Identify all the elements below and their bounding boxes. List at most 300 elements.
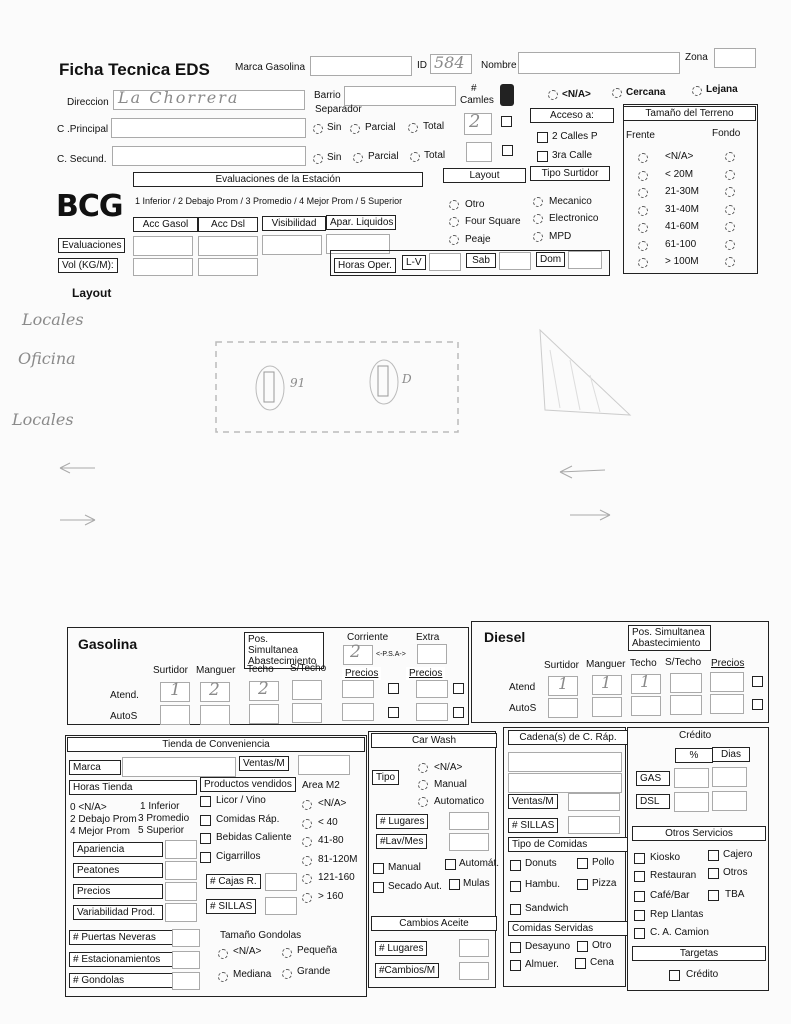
dos-calles-label: 2 Calles P [552, 131, 598, 142]
total-label-1: Total [423, 121, 445, 132]
na-radio[interactable] [548, 90, 558, 100]
otro-comida-check[interactable] [577, 941, 588, 952]
otro-label: Otro [465, 199, 485, 210]
cercana-radio[interactable] [612, 88, 622, 98]
cambios-mes-label: #Cambios/M [375, 963, 439, 978]
terreno-option-label: 31-40M [665, 203, 699, 215]
barrio-field[interactable] [344, 86, 456, 106]
lv-field[interactable] [429, 253, 461, 271]
gas-check-2[interactable] [453, 683, 464, 694]
gas-autos-label: AutoS [110, 711, 138, 722]
gondola-pequena-label: Pequeña [297, 945, 338, 956]
terreno-fondo-radio[interactable] [725, 222, 735, 232]
tienda-eval-field[interactable] [165, 903, 197, 922]
hand-note-locales-1: Locales [22, 310, 84, 329]
gondola-grande-radio[interactable] [282, 969, 292, 979]
terreno-fondo-radio[interactable] [725, 240, 735, 250]
marca-tienda-label: Marca [69, 760, 121, 775]
dias-label: Dias [712, 747, 750, 762]
producto-label: Cigarrillos [216, 850, 261, 862]
terreno-fondo-radio[interactable] [725, 187, 735, 197]
cw-automat-label: Automát. [459, 858, 500, 869]
gondola-grande-label: Grande [297, 966, 331, 977]
area-option-label: <N/A> [318, 798, 347, 809]
terreno-option-label: 41-60M [665, 221, 699, 232]
csecund-field[interactable] [112, 146, 306, 166]
csecund-label: C. Secund. [57, 154, 107, 165]
cambios-title: Cambios Aceite [371, 916, 497, 931]
terreno-frente-radio[interactable] [638, 206, 648, 216]
gas-check-1[interactable] [388, 683, 399, 694]
terreno-fondo-radio[interactable] [725, 170, 735, 180]
carwash-title: Car Wash [371, 733, 497, 748]
producto-check[interactable] [200, 852, 211, 863]
dsl-col-precios: Precios [711, 658, 745, 669]
tienda-eval-field[interactable] [165, 882, 197, 901]
tercera-calle-label: 3ra Calle [552, 150, 593, 161]
dsl-autos-techo[interactable] [631, 696, 661, 716]
cw-manual-radio[interactable] [418, 780, 428, 790]
producto-check[interactable] [200, 833, 211, 844]
gasolina-pos-simult: Pos. Simultanea Abastecimiento [244, 632, 324, 669]
otro-radio[interactable] [449, 200, 459, 210]
cw-lugares-label: # Lugares [376, 814, 428, 829]
credito-card-label: Crédito [686, 969, 719, 980]
electronico-label: Electronico [549, 213, 599, 224]
sandwich-check[interactable] [510, 904, 521, 915]
targetas-title: Targetas [632, 946, 766, 961]
terreno-fondo-radio[interactable] [725, 152, 735, 162]
dsl-atend-label: Atend [509, 682, 536, 693]
tienda-sillas-field[interactable] [265, 897, 297, 915]
area-radio[interactable] [302, 819, 312, 829]
scale-0: 0 <N/A> [70, 802, 107, 813]
layout-sketch [0, 290, 791, 540]
extra-field[interactable] [417, 644, 447, 664]
tienda-title: Tienda de Conveniencia [67, 737, 365, 752]
dsl-autos-manguer[interactable] [592, 697, 622, 717]
vol-acc-gasol[interactable] [133, 258, 193, 276]
id-value: 584 [434, 53, 465, 72]
gondola-na-label: <N/A> [233, 946, 262, 957]
gas-precio-1[interactable] [342, 680, 374, 698]
eval-visibilidad[interactable] [262, 235, 322, 255]
pollo-label: Pollo [592, 857, 615, 868]
gondola-mediana-radio[interactable] [218, 972, 228, 982]
ca-camion-label: C. A. Camion [650, 927, 709, 938]
parcial-radio-1[interactable] [350, 124, 360, 134]
pct-label: % [675, 748, 713, 763]
gas-autos-check-2[interactable] [453, 707, 464, 718]
terreno-frente-radio[interactable] [638, 241, 648, 251]
ca-camion-check[interactable] [634, 928, 645, 939]
camles-value: 2 [469, 111, 481, 132]
cadena-name-field-1[interactable] [508, 752, 622, 772]
terreno-frente-radio[interactable] [638, 153, 648, 163]
terreno-title: Tamaño del Terreno [623, 106, 756, 121]
gas-autos-surtidor[interactable] [160, 705, 190, 725]
carwash-tipo-label: Tipo [372, 770, 399, 785]
gas-credito-label: GAS [636, 771, 670, 786]
terreno-option-label: 61-100 [665, 238, 697, 250]
hand-note-d: D [402, 372, 412, 386]
area-radio[interactable] [302, 874, 312, 884]
scale-3: 3 Promedio [138, 813, 190, 824]
gas-col-techo: Techo [247, 664, 274, 675]
otros-check[interactable] [708, 868, 719, 879]
cambios-mes-field[interactable] [459, 962, 489, 980]
horas-label: Horas Oper. [334, 258, 396, 273]
nombre-field[interactable] [518, 52, 680, 74]
sin-radio-2[interactable] [313, 154, 323, 164]
scale-5: 5 Superior [138, 825, 185, 836]
terreno-fondo-radio[interactable] [725, 205, 735, 215]
productos-label: Productos vendidos [200, 777, 296, 792]
gas-autos-manguer[interactable] [200, 705, 230, 725]
almuer-check[interactable] [510, 960, 521, 971]
electronico-radio[interactable] [533, 214, 543, 224]
cajero-check[interactable] [708, 850, 719, 861]
gas-precio-2[interactable] [416, 680, 448, 698]
pizza-label: Pizza [592, 878, 617, 889]
pizza-check[interactable] [577, 879, 588, 890]
parcial-radio-2[interactable] [353, 153, 363, 163]
gas-autos-stecho[interactable] [292, 703, 322, 723]
gas-dias-field[interactable] [712, 767, 747, 787]
peaje-label: Peaje [465, 234, 491, 245]
parcial-label-1: Parcial [365, 122, 396, 133]
col-acc-gasol: Acc Gasol [133, 217, 198, 232]
cw-mulas-check[interactable] [449, 879, 460, 890]
gas-autos-precio-2[interactable] [416, 703, 448, 721]
hand-note-91: 91 [290, 376, 306, 390]
gas-atend-surtidor-value: 1 [170, 680, 181, 700]
peaje-radio[interactable] [449, 235, 459, 245]
cadena-sillas-label: # SILLAS [508, 818, 558, 833]
cprincipal-field[interactable] [111, 118, 306, 138]
dos-calles-check[interactable] [537, 132, 548, 143]
producto-check[interactable] [200, 796, 211, 807]
evaluaciones-scale: 1 Inferior / 2 Debajo Prom / 3 Promedio / 4 Mejor Prom / 5 Superior [135, 196, 403, 206]
mpd-radio[interactable] [533, 232, 543, 242]
eval-acc-gasol[interactable] [133, 236, 193, 256]
terreno-option-label: 21-30M [665, 186, 699, 197]
vol-acc-dsl[interactable] [198, 258, 258, 276]
cadena-sillas-field[interactable] [568, 816, 620, 834]
gas-precios-1: Precios [342, 667, 381, 680]
dsl-autos-surtidor[interactable] [548, 698, 578, 718]
otros-servicios-title: Otros Servicios [632, 826, 766, 841]
tba-label: TBA [725, 889, 745, 900]
bcg-logo: BCG [56, 189, 123, 224]
tienda-eval-field[interactable] [165, 861, 197, 880]
cw-na-radio[interactable] [418, 763, 428, 773]
layout-heading: Layout [72, 286, 112, 300]
tienda-eval-label: Apariencia [73, 842, 163, 857]
cajas-label: # Cajas R. [206, 874, 261, 889]
credito-card-check[interactable] [669, 970, 680, 981]
camles-label: Camles [460, 95, 494, 106]
pollo-check[interactable] [577, 858, 588, 869]
cw-manual-label: Manual [434, 779, 467, 790]
zona-field[interactable] [714, 48, 756, 68]
puertas-label: # Puertas Neveras [69, 930, 173, 945]
evaluaciones-title: Evaluaciones de la Estación [133, 172, 423, 187]
four-square-label: Four Square [465, 216, 521, 227]
sin-radio-1[interactable] [313, 124, 323, 134]
lv-label: L-V [402, 255, 426, 270]
sab-field[interactable] [499, 252, 531, 270]
tercera-calle-check[interactable] [537, 151, 548, 162]
desayuno-label: Desayuno [525, 941, 571, 952]
dsl-atend-manguer-value: 1 [601, 673, 612, 692]
cadena-ventas-field[interactable] [568, 793, 620, 811]
gas-col-manguer: Manguer [196, 665, 236, 676]
estac-field[interactable] [172, 951, 200, 969]
tipo-surtidor-label: Tipo Surtidor [530, 166, 610, 181]
total-radio-2[interactable] [410, 152, 420, 162]
dom-field[interactable] [568, 251, 602, 269]
gas-precios-2: Precios [406, 667, 445, 680]
dsl-atend-surtidor-value: 1 [558, 674, 569, 693]
cercana-label: Cercana [626, 87, 666, 98]
row-vol: Vol (KG/M): [58, 258, 118, 273]
cw-secado-label: Secado Aut. [388, 881, 442, 892]
dsl-col-manguer: Manguer [586, 659, 626, 670]
desayuno-check[interactable] [510, 942, 521, 953]
diesel-title: Diesel [484, 629, 526, 645]
gas-atend-stecho[interactable] [292, 680, 322, 700]
dsl-credito-label: DSL [636, 794, 670, 809]
cw-na-label: <N/A> [434, 762, 463, 773]
tba-check[interactable] [708, 890, 719, 901]
cw-manual-check-label: Manual [388, 862, 421, 873]
cadena-name-field-2[interactable] [508, 773, 622, 793]
direccion-label: Direccion [67, 97, 109, 108]
dsl-col-stecho: S/Techo [665, 657, 702, 668]
dsl-atend-check[interactable] [752, 676, 763, 687]
gas-autos-precio-1[interactable] [342, 703, 374, 721]
dsl-atend-techo-value: 1 [640, 672, 651, 691]
tienda-sillas-label: # SILLAS [206, 899, 256, 914]
cw-manual-check[interactable] [373, 863, 384, 874]
cadena-ventas-label: Ventas/M [508, 794, 558, 809]
cajas-field[interactable] [265, 873, 297, 891]
area-option-label: 81-120M [318, 853, 358, 865]
camles-check-2[interactable] [502, 145, 513, 156]
gondolas-label: # Gondolas [69, 973, 173, 988]
gondolas-field[interactable] [172, 972, 200, 990]
otro-comida-label: Otro [592, 940, 612, 951]
terreno-fondo-radio[interactable] [725, 257, 735, 267]
cw-auto-label: Automatico [434, 796, 485, 807]
eval-acc-dsl[interactable] [198, 236, 258, 256]
area-radio[interactable] [302, 800, 312, 810]
sin-label-2: Sin [327, 152, 342, 163]
mecanico-label: Mecanico [549, 196, 592, 207]
traffic-light-icon [500, 84, 514, 106]
producto-check[interactable] [200, 815, 211, 826]
total-label-2: Total [424, 150, 446, 161]
cw-lavmes-label: #Lav/Mes [376, 834, 427, 849]
col-visibilidad: Visibilidad [262, 216, 326, 231]
marca-tienda-field[interactable] [122, 757, 236, 777]
terreno-frente-radio[interactable] [638, 223, 648, 233]
donuts-check[interactable] [510, 860, 521, 871]
gas-autos-check-1[interactable] [388, 707, 399, 718]
dsl-dias-field[interactable] [712, 791, 747, 811]
four-square-radio[interactable] [449, 217, 459, 227]
gondola-mediana-label: Mediana [233, 969, 272, 980]
area-radio[interactable] [302, 837, 312, 847]
kiosko-check[interactable] [634, 853, 645, 864]
cambios-lugares-field[interactable] [459, 939, 489, 957]
marca-label: Marca Gasolina [235, 62, 306, 73]
camles-field-2[interactable] [466, 142, 492, 162]
gas-atend-label: Atend. [110, 690, 139, 701]
camles-check[interactable] [501, 116, 512, 127]
donuts-label: Donuts [525, 858, 557, 869]
cw-lugares-field[interactable] [449, 812, 489, 830]
hambu-label: Hambu. [525, 879, 561, 890]
parcial-label-2: Parcial [368, 151, 399, 162]
cw-auto-radio[interactable] [418, 797, 428, 807]
cafe-bar-label: Café/Bar [650, 890, 690, 901]
nombre-label: Nombre [481, 60, 517, 71]
cajero-label: Cajero [723, 849, 753, 860]
gondola-na-radio[interactable] [218, 949, 228, 959]
lejana-radio[interactable] [692, 86, 702, 96]
gas-col-surtidor: Surtidor [153, 665, 189, 676]
scale-4: 4 Mejor Prom [70, 826, 131, 837]
sandwich-label: Sandwich [525, 903, 569, 914]
rep-llantas-check[interactable] [634, 910, 645, 921]
restauran-label: Restauran [650, 870, 697, 881]
scale-2: 2 Debajo Prom [70, 814, 137, 825]
cw-lavmes-field[interactable] [449, 833, 489, 851]
direccion-value: La Chorrera [118, 88, 240, 107]
hand-note-oficina: Oficina [18, 349, 76, 368]
dsl-col-techo: Techo [630, 658, 657, 669]
area-option-label: > 160 [318, 890, 344, 902]
lejana-label: Lejana [706, 84, 738, 95]
tienda-eval-label: Precios [73, 884, 163, 899]
terreno-frente-radio[interactable] [638, 171, 648, 181]
gas-pct-field[interactable] [674, 768, 709, 788]
scale-1: 1 Inferior [140, 801, 180, 812]
cprincipal-label: C .Principal [57, 124, 109, 135]
gas-autos-techo[interactable] [249, 704, 279, 724]
comidas-servidas-label: Comidas Servidas [508, 921, 628, 936]
cw-automat-check[interactable] [445, 859, 456, 870]
col-apar-liquidos: Apar. Liquidos [326, 215, 396, 230]
cena-check[interactable] [575, 958, 586, 969]
diesel-pos-simult: Pos. Simultanea Abastecimiento [628, 625, 711, 651]
na-label: <N/A> [562, 89, 591, 100]
terreno-option-label: > 100M [665, 256, 699, 267]
area-radio[interactable] [302, 856, 312, 866]
sin-label-1: Sin [327, 122, 342, 133]
col-acc-dsl: Acc Dsl [198, 217, 258, 232]
zona-label: Zona [685, 52, 708, 63]
puertas-field[interactable] [172, 929, 200, 947]
dsl-col-surtidor: Surtidor [544, 660, 580, 671]
hambu-check[interactable] [510, 881, 521, 892]
total-radio-1[interactable] [408, 123, 418, 133]
rep-llantas-label: Rep Llantas [650, 909, 704, 920]
cena-label: Cena [590, 957, 614, 968]
cw-secado-check[interactable] [373, 882, 384, 893]
sab-label: Sab [466, 253, 496, 268]
corriente-label: Corriente [347, 632, 389, 643]
credito-title: Crédito [679, 730, 712, 741]
tienda-eval-label: Peatones [73, 863, 163, 878]
gas-atend-techo-value: 2 [258, 679, 269, 699]
kiosko-label: Kiosko [650, 852, 681, 863]
psa-value: 2 [350, 642, 361, 662]
marca-field[interactable] [310, 56, 412, 76]
almuer-label: Almuer. [525, 959, 559, 970]
gondola-pequena-radio[interactable] [282, 948, 292, 958]
layout-label: Layout [443, 168, 526, 183]
dsl-pct-field[interactable] [674, 792, 709, 812]
cafe-bar-check[interactable] [634, 891, 645, 902]
terreno-option-label: <N/A> [665, 151, 694, 162]
frente-label: Frente [626, 130, 655, 141]
estac-label: # Estacionamientos [69, 952, 173, 967]
row-evaluaciones: Evaluaciones [58, 238, 125, 253]
tam-gondolas-label: Tamaño Gondolas [220, 930, 302, 941]
area-option-label: < 40 [318, 816, 338, 828]
gasolina-title: Gasolina [78, 636, 138, 652]
dsl-autos-label: AutoS [509, 703, 537, 714]
restauran-check[interactable] [634, 871, 645, 882]
fondo-label: Fondo [712, 128, 741, 139]
hand-note-locales-2: Locales [12, 410, 74, 429]
tienda-ventas-field[interactable] [298, 755, 350, 775]
area-option-label: 121-160 [318, 872, 355, 883]
dsl-atend-precio[interactable] [710, 672, 744, 692]
area-radio[interactable] [302, 893, 312, 903]
otros-label: Otros [723, 867, 748, 878]
area-option-label: 41-80 [318, 835, 344, 846]
terreno-frente-radio[interactable] [638, 188, 648, 198]
producto-label: Comidas Ráp. [216, 813, 280, 825]
psa-label: <-P.S.A-> [376, 651, 406, 658]
dsl-autos-stecho[interactable] [670, 695, 702, 715]
separador-label: Separador [315, 104, 362, 115]
gas-col-stecho: S/Techo [290, 663, 327, 674]
tienda-ventas-label: Ventas/M [239, 756, 289, 771]
hash-label: # [471, 83, 477, 94]
dsl-autos-precio[interactable] [710, 694, 744, 714]
cw-mulas-label: Mulas [463, 878, 490, 889]
tienda-eval-field[interactable] [165, 840, 197, 859]
producto-label: Licor / Vino [216, 795, 266, 806]
tienda-eval-label: Variabilidad Prod. [73, 905, 163, 920]
producto-label: Bebidas Caliente [216, 832, 292, 843]
mecanico-radio[interactable] [533, 197, 543, 207]
extra-label: Extra [416, 632, 440, 643]
barrio-label: Barrio [314, 90, 341, 101]
dsl-atend-stecho[interactable] [670, 673, 702, 693]
cadena-title: Cadena(s) de C. Ráp. [508, 730, 628, 745]
dsl-autos-check[interactable] [752, 699, 763, 710]
terreno-frente-radio[interactable] [638, 258, 648, 268]
area-label: Area M2 [302, 780, 340, 791]
tipo-comidas-label: Tipo de Comidas [508, 837, 628, 852]
terreno-option-label: < 20M [665, 168, 694, 180]
